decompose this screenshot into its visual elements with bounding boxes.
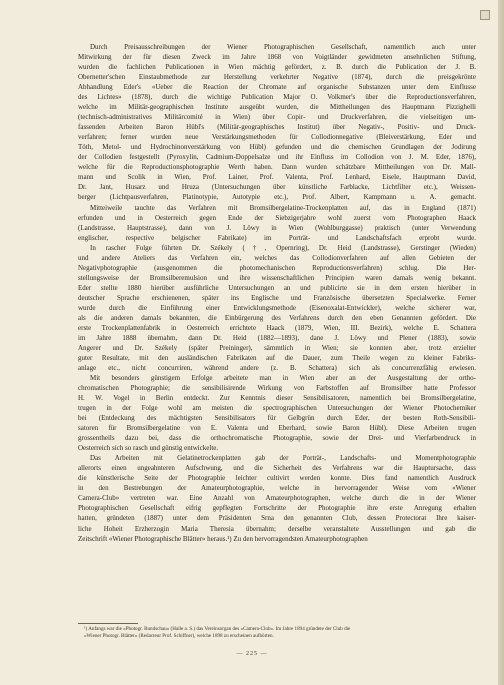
text-line: und andere Ateliers das Verfahren ein, welches das Collodionverfahren auf allen Gebieten der <box>78 253 476 262</box>
footnote-rule <box>78 623 138 624</box>
text-line: Dr. Jant, Husarz und Hruza (Untersuchungen über künstliche Farblacke, Lichtfilter etc.), Weissen- <box>78 183 476 192</box>
text-line: Abhandlung Eder's «Ueber die Reaction der Chromate auf organische Substanzen unter dem Einflusse <box>78 83 476 92</box>
body-text <box>78 42 476 544</box>
text-line: Mit besonders günstigem Erfolge arbeitete man in Wien aber an der Ausgestaltung der ortho- <box>90 374 476 383</box>
text-line: In rascher Folge führten Dr. Székely (†, Opernring), Dr. Heid (Landstrasse), Gerstinger (Wieden) <box>90 243 476 252</box>
text-line: allerorts einen ungeahnteren Aufschwung, und die Sicherheit des Verfahrens war die Hauptursache, dass <box>78 464 476 473</box>
text-line: hatten, gründeten (1887) unter dem Präsidenten Srna den genannten Club, dessen Protectorat Ihre kaiser- <box>78 514 476 523</box>
text-line: (technisch-administratives Militärcomité in Wien) über Copir- und Druckverfahren, die vielseitigen um- <box>78 113 476 122</box>
text-line: (Landstrasse, Hauptstrasse), dann von J. Löwy in Wien (Wohlburggasse) praktisch (unter Verwendung <box>78 223 476 232</box>
text-line: welche für die Reproductionsphotographie Werth haben. Dann wurden schätzbare Mittheilungen von Dr. Mall- <box>78 163 476 172</box>
text-line: mann und Scolik in Wien, Prof. Lainer, Prof. Valenta, Prof. Lenhard, Eisele, Hauptmann David, <box>78 173 476 182</box>
footnotes <box>84 626 476 640</box>
text-line: bei (Entdeckung des mächtigsten Sensibilisators für Gelbgrün durch Eder, der besten Roth-Sensibili- <box>78 414 476 423</box>
text-line: die künstlerische Seite der Photographie leichter cultivirt werden konnte. Dies fand namentlich Ausdruck <box>78 474 476 483</box>
text-line: des Lichtes» (1878), durch die wichtige Publication Major O. Volkmer's über die Reproductionsverfahren, <box>78 93 476 102</box>
text-line: liche Hoheit Erzherzogin Maria Theresia übernahm; derselbe veranstaltete Ausstellungen und gab die <box>78 524 476 533</box>
text-line: anlage etc., nicht concurriren, während andere (z. B. Schattera) sich als concurrenzfähig erwiesen. <box>78 364 476 372</box>
footnote-line: ¹) Anfangs war die «Photogr. Rundschau» (Halle a. S.) das Vereinsorgan des «Camera-Club». Im Jahre 1894 gründete der Club die <box>84 626 351 632</box>
text-line: trugen in der Folge wohl am meisten die spectrographischen Untersuchungen der Wiener Photochemiker <box>78 404 476 413</box>
page-number: — 225 — <box>236 651 268 657</box>
text-line: Mitwirkung der für diesen Zweck im Jahre 1868 von Voigtländer gewidmeten ansehnlichen Stiftung, <box>78 53 476 62</box>
text-line: fassenden Arbeiten Baron Hübl's (Militär-geographisches Institut) über Negativ-, Positiv- und Druck- <box>78 123 476 132</box>
text-line: welche im Militär-geographischen Institute ausgeübt wurden, die Mittheilungen des Hauptmann Pizzighelli <box>78 103 476 112</box>
text-line: als die anderen damals bekannten, die Einbürgerung des Verfahrens durch den eben Genannten gefördert. Die <box>78 313 476 322</box>
text-line: englischer, respective belgischer Fabrikate) im Porträt- und Landschaftsfach erprobt wurde. <box>78 233 476 242</box>
text-line: Eder stellte 1880 hierüber ausführliche Untersuchungen an und publicirte sie in dem ersten hierüber in <box>78 283 476 292</box>
text-line: Durch Preisausschreibungen der Wiener Photographischen Gesellschaft, namentlich auch unter <box>90 43 476 51</box>
text-line: Tóth, Metol- und Hydrochinonverstärkung von Hübl) gefunden und die chemischen Grundlagen der Jodirung <box>78 143 476 152</box>
text-line: Mitteiweile tauchte das Verfahren mit Bromsilbergelatine-Trockenplatten auf, das in England (1871) <box>90 203 476 212</box>
text-line: chromatischen Photographie; die sensibilisirende Wirkung von Farbstoffen auf Bromsilber hatte Professor <box>78 384 476 393</box>
text-line: stellungsweise der Bromsilberemulsion und ihre wissenschaftlichen Principien waren damals wenig bekannt. <box>78 273 476 282</box>
text-line: guter Resultate, mit den ausländischen Fabrikaten auf die Dauer, zum Theile wegen zu kleiner Fabriks- <box>78 353 476 362</box>
text-line: Obernetter'schen Einstaubmethode zur Herstellung verkehrter Negative (1874), durch die preisgekrönte <box>78 73 476 82</box>
text-line: Camera-Club» vertreten war. Eine Anzahl von Amateurphotographen, welche durch die in der Wiener <box>78 494 476 503</box>
text-line: in den Bestrebungen der Amateurphotographie, welche in hervorragender Weise vom «Wiener <box>78 484 476 493</box>
text-line: H. W. Vogel in Berlin entdeckt. Zur Kenntnis dieser Sensibilisatoren, namentlich bei Bromsilbergelatine, <box>78 394 476 403</box>
text-line: wurde durch die Einführung einer Entwicklungsmethode (Eisenoxalat-Entwickler), welche sicherer war, <box>78 303 476 312</box>
text-line: berger (Lichtpausverfahren, Platinotypie, Autotypie etc.), Prof. Albert, Kampmann u. A. gemacht. <box>78 193 476 202</box>
text-line: erfunden und in Oesterreich gegen Ende der Siebzigerjahre wohl zuerst vom Photographen Haack <box>78 213 476 222</box>
text-line: Oesterreich sich so rasch und günstig entwickelte. <box>78 444 219 453</box>
text-line: Angerer und Dr. Székely (später Preininger), sämmtlich in Wien; sie konnten aber, trotz erzielter <box>78 343 476 352</box>
corner-mark <box>480 10 490 20</box>
text-line: verfahren; ferner wurden neue Verstärkungsmethoden für Collodionnegative (Bleiverstärkung, Eder und <box>78 133 476 142</box>
text-line: im Jahre 1888 übernahm, dann Dr. Heid (1882—1893), dane J. Löwy und Plener (1883), sowie <box>78 333 476 342</box>
text-line: Das Arbeiten mit Gelatinetrockenplatten gab der Porträt-, Landschafts- und Momentphotographie <box>90 454 476 463</box>
text-line: Zeitschrift «Wiener Photographische Blätter» heraus.¹) Zu den hervorragendsten Amateurphotographen <box>78 534 368 543</box>
text-line: deutscher Sprache erschienenen, später ins Englische und Französische übersetzten Specialwerke. Ferner <box>78 293 476 302</box>
page-edge-shadow <box>498 0 504 685</box>
text-line: satoren für Bromsilbergelatine von E. Valenta und Eberhard, sowie Baron Hübl). Diese Arbeiten trugen <box>78 424 476 433</box>
text-line: Photographischen Gesellschaft eifrig gepflegten Fortschritte der Photographie ihre erste Anregung erhalten <box>78 504 476 513</box>
text-line: erste Trockenplattenfabrik in Oesterreich errichtete Haack (1879, Wien, III. Bezirk), welche E. Schattera <box>78 323 476 332</box>
text-line: Negativphotographie (ausgenommen die photomechanischen Reproductionsverfahren) schlug. Die Her- <box>78 263 476 272</box>
text-line: wurden die fachlichen Publicationen in Wien mächtig gefördert, z. B. durch die Publication der J. B. <box>78 63 476 72</box>
footnote-line: «Wiener Photogr. Blätter» (Redacteur Prof. Schiffner), welche 1898 zu erscheinen aufhörten. <box>84 633 274 639</box>
text-line: der Collodien festgestellt (Pyroxylin, Cadmium-Doppelsalze und ihr Einfluss im Collodion von J. M. Eder, 1876), <box>78 153 476 162</box>
text-line: grossentheils dazu bei, dass die orthochromatische Photographie, sowie der Drei- und Vierfarbendruck in <box>78 434 476 443</box>
